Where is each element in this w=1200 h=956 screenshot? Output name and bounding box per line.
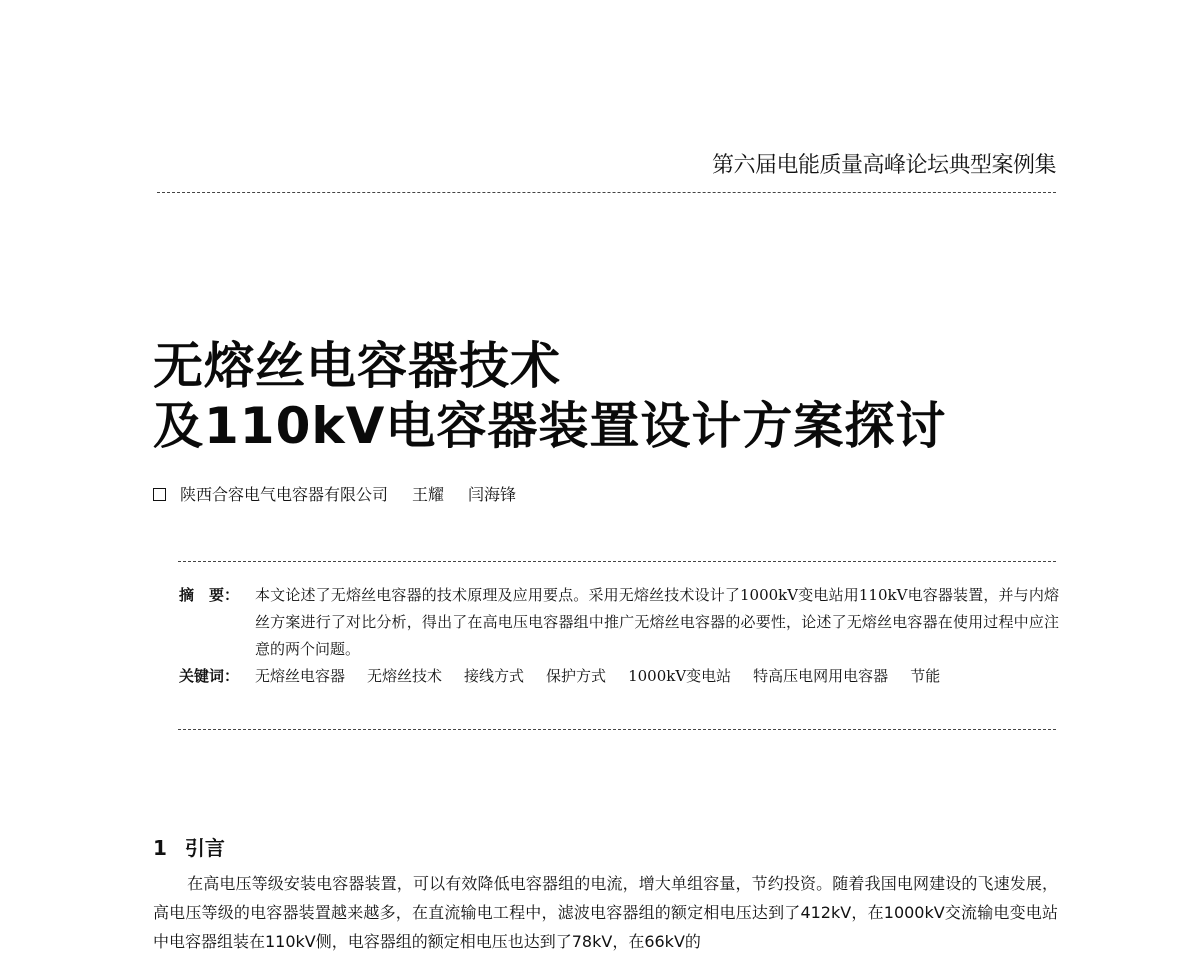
collection-title: 第六届电能质量高峰论坛典型案例集: [711, 153, 1056, 178]
author-2: 闫海锋: [468, 485, 517, 504]
keyword-item: 1000kV变电站: [628, 667, 732, 685]
abstract-text: 本文论述了无熔丝电容器的技术原理及应用要点。采用无熔丝技术设计了1000kV变电站用110kV电容器装置，并与内熔丝方案进行了对比分析，得出了在高电压电容器组中推广无熔丝电容器的必要性，论述了无熔丝电容器在使用过程中应注意的两个问题。: [255, 586, 1059, 658]
paper-title: [153, 336, 946, 456]
keyword-item: 保护方式: [546, 667, 607, 685]
abstract-row: [179, 582, 1059, 663]
abstract-label: 摘 要：: [179, 586, 240, 604]
abstract-block: [179, 582, 1059, 690]
keyword-item: 无熔丝技术: [367, 667, 443, 685]
keyword-item: 节能: [910, 667, 941, 685]
header-divider: [157, 192, 1056, 193]
section-number: 1: [153, 836, 167, 860]
keywords-row: [179, 663, 1059, 690]
section-heading: [153, 832, 225, 861]
abstract-bottom-divider: [178, 729, 1056, 730]
section-body: [153, 869, 1058, 956]
organization: 陕西合容电气电容器有限公司: [180, 485, 389, 504]
section-body-text: 在高电压等级安装电容器装置，可以有效降低电容器组的电流，增大单组容量，节约投资。随着我国电网建设的飞速发展，高电压等级的电容器装置越来越多，在直流输电工程中，滤波电容器组的额定相电压达到了412kV，在1000kV交流输电变电站中电容器组装在110kV侧，电容器组的额定相电压也达到了78kV，在66kV的: [153, 874, 1058, 951]
paper-title-line-2: 及110kV电容器装置设计方案探讨: [153, 397, 947, 455]
section-title: 引言: [184, 836, 225, 860]
abstract-top-divider: [178, 561, 1056, 562]
author-1: 王耀: [412, 485, 445, 504]
keywords-list: [255, 663, 962, 690]
keyword-item: 无熔丝电容器: [255, 667, 346, 685]
square-bullet-icon: [153, 488, 166, 501]
paper-title-line-1: 无熔丝电容器技术: [153, 337, 561, 395]
keywords-label: 关键词：: [179, 667, 240, 685]
keyword-item: 特高压电网用电容器: [753, 667, 889, 685]
author-line: [153, 482, 516, 505]
keyword-item: 接线方式: [464, 667, 525, 685]
